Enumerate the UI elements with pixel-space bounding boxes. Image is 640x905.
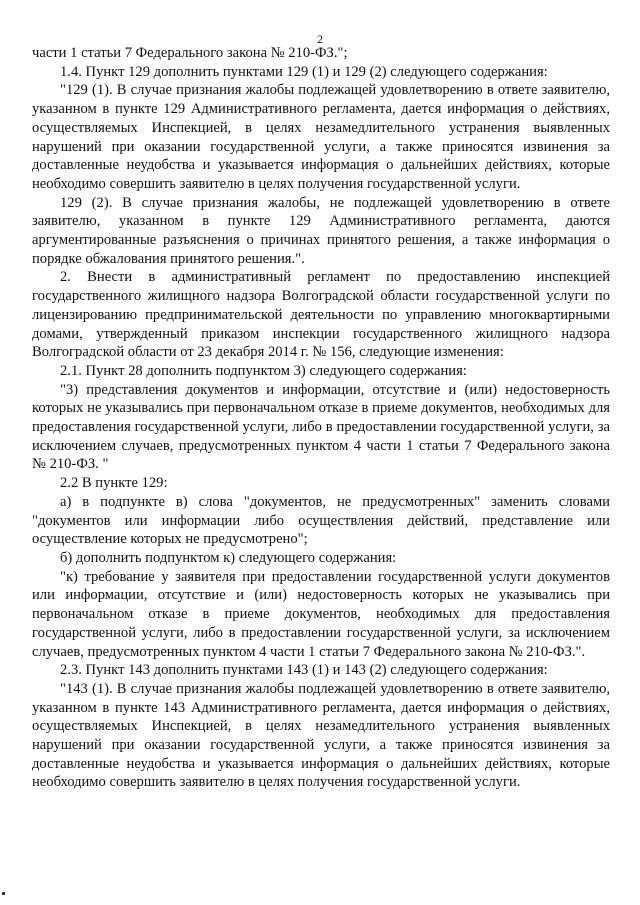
paragraph: части 1 статьи 7 Федерального закона № 210-ФЗ."; [32,45,348,61]
paragraph: "к) требование у заявителя при предоставлении государственной услуги документов или информации, отсутствие и (или) недостоверность которых не указывались при первоначальном отказе в приеме документов, необходимых для предоставления государственной услуги, либо в предоставлении государственной услуги, за исключением случаев, предусмотренных пунктом 4 части 1 статьи 7 Федерального закона № 210-ФЗ.". [32,568,610,660]
document-body [32,44,610,792]
paragraph: 2. Внести в административный регламент по предоставлению инспекцией государственного жилищного надзора Волгоградской области государственной услуги по лицензированию предпринимательской деятельности по управлению многоквартирными домами, утвержденный приказом инспекции государственного жилищного надзора Волгоградской области от 23 декабря 2014 г. № 156, следующие изменения: [32,269,610,361]
paragraph: 2.2 В пункте 129: [60,475,168,492]
paragraph: "143 (1). В случае признания жалобы подлежащей удовлетворению в ответе заявителю, указанном в пункте 143 Административного регламента, дается информация о действиях, осуществляемых Инспекцией, в целях незамедлительного устранения выявленных нарушений при оказании государственной услуги, а также приносятся извинения за доставленные неудобства и указывается информация о дальнейших действиях, которые необходимо совершить заявителю в целях получения государственной услуги. [32,680,610,791]
paragraph: 1.4. Пункт 129 дополнить пунктами 129 (1) и 129 (2) следующего содержания: [60,63,548,80]
page-number: 2 [317,32,323,46]
paragraph: 2.3. Пункт 143 дополнить пунктами 143 (1) и 143 (2) следующего содержания: [60,662,548,679]
paragraph: "3) представления документов и информации, отсутствие и (или) недостоверность которых не указывались при первоначальном отказе в приеме документов, необходимых для предоставления государственной услуги, либо в предоставлении государственной услуги, за исключением случаев, предусмотренных пунктом 4 части 1 статьи 7 Федерального закона № 210-ФЗ. " [32,381,610,473]
scan-speck [2,892,5,895]
paragraph: б) дополнить подпунктом к) следующего содержания: [60,549,397,566]
paragraph: "129 (1). В случае признания жалобы подлежащей удовлетворению в ответе заявителю, указанном в пункте 129 Административного регламента, дается информация о действиях, осуществляемых Инспекцией, в целях незамедлительного устранения выявленных нарушений при оказании государственной услуги, а также приносятся извинения за доставленные неудобства и указывается информация о дальнейших действиях, которые необходимо совершить заявителю в целях получения государственной услуги. [32,82,610,192]
paragraph: 2.1. Пункт 28 дополнить подпунктом 3) следующего содержания: [60,362,467,379]
paragraph: а) в подпункте в) слова "документов, не предусмотренных" заменить словами "документов или информации либо осуществления действий, представление или осуществление которых не предусмотрено"; [32,493,610,548]
paragraph: 129 (2). В случае признания жалобы, не подлежащей удовлетворению в ответе заявителю, указанном в пункте 129 Административного регламента, даются аргументированные разъяснения о причинах принятого решения, а также информация о порядке обжалования принятого решения.". [32,194,610,267]
